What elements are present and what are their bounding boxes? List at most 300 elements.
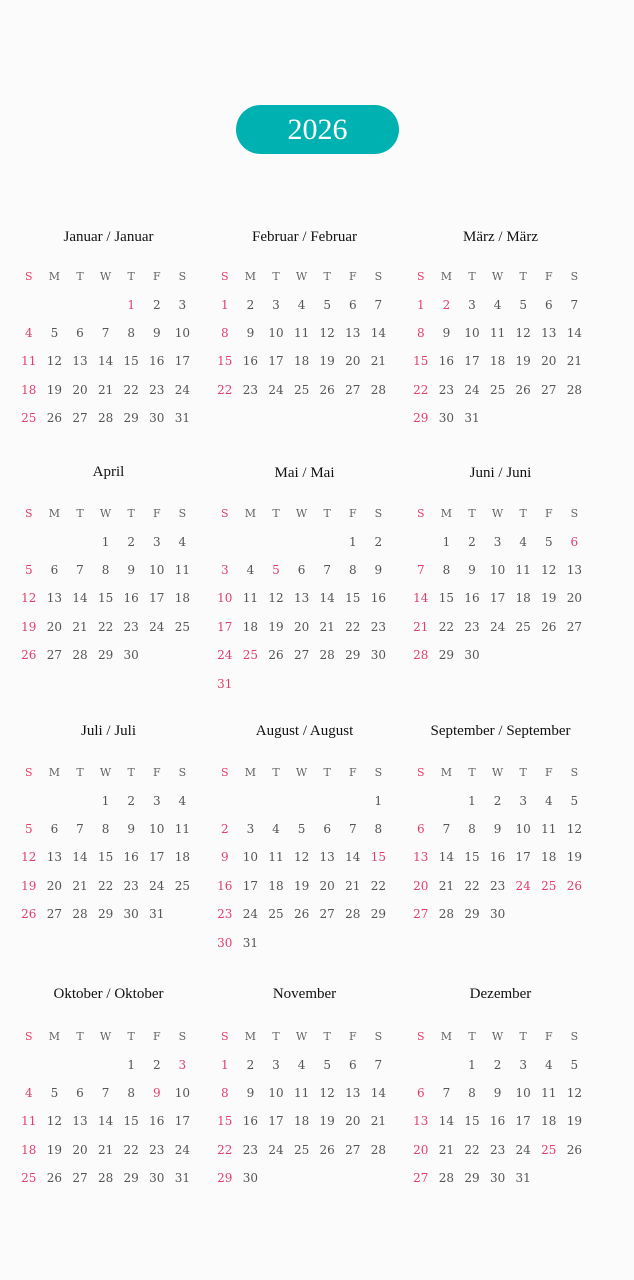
weekday-header: T bbox=[323, 269, 331, 283]
weekday-header: T bbox=[468, 506, 476, 520]
day-cell: 28 bbox=[566, 382, 582, 397]
weekday-header: T bbox=[76, 765, 84, 779]
day-cell: 10 bbox=[149, 562, 165, 577]
day-cell: 13 bbox=[293, 591, 310, 606]
empty-cell bbox=[67, 290, 93, 318]
day-cell: 9 bbox=[442, 325, 451, 340]
day-cell: 14 bbox=[97, 354, 114, 369]
day-cell: 24 bbox=[515, 1142, 531, 1157]
day-cell: 13 bbox=[72, 1114, 88, 1129]
day-cell: 16 bbox=[149, 354, 165, 369]
day-cell: 27 bbox=[566, 619, 582, 634]
day-cell: 7 bbox=[76, 562, 84, 577]
weekday-header: S bbox=[570, 269, 579, 283]
weekday-header: M bbox=[440, 1029, 453, 1043]
day-cell: 23 bbox=[489, 1142, 506, 1157]
weekday-header: W bbox=[295, 269, 308, 283]
day-cell: 21 bbox=[413, 619, 429, 634]
day-cell: 19 bbox=[319, 354, 335, 369]
empty-cell bbox=[314, 527, 340, 555]
day-cell: 7 bbox=[374, 1057, 383, 1072]
day-cell: 1 bbox=[348, 534, 357, 549]
day-cell: 1 bbox=[468, 1057, 476, 1072]
weekday-header: S bbox=[25, 765, 33, 779]
day-cell: 29 bbox=[97, 648, 114, 663]
day-cell: 1 bbox=[416, 297, 425, 312]
day-cell: 19 bbox=[515, 354, 531, 369]
weekday-header: T bbox=[272, 506, 280, 520]
day-cell: 2 bbox=[493, 793, 502, 808]
day-cell: 14 bbox=[72, 591, 88, 606]
day-cell: 26 bbox=[566, 878, 582, 893]
day-cell: 27 bbox=[72, 1171, 88, 1186]
day-cell: 21 bbox=[319, 619, 335, 634]
day-cell: 28 bbox=[438, 907, 455, 922]
weekday-header: S bbox=[178, 506, 187, 520]
day-cell: 1 bbox=[101, 793, 110, 808]
empty-cell bbox=[42, 1050, 68, 1078]
day-cell: 29 bbox=[123, 1171, 139, 1186]
weekday-header: F bbox=[152, 1029, 161, 1043]
day-cell: 12 bbox=[319, 1085, 335, 1100]
day-cell: 25 bbox=[489, 382, 506, 397]
day-cell: 6 bbox=[544, 297, 553, 312]
calendar-grid bbox=[16, 499, 195, 669]
day-cell: 18 bbox=[21, 1142, 37, 1157]
day-cell: 5 bbox=[297, 821, 306, 836]
day-cell: 16 bbox=[489, 1114, 506, 1129]
day-cell: 8 bbox=[468, 821, 476, 836]
day-cell: 27 bbox=[345, 1142, 361, 1157]
day-cell: 17 bbox=[268, 354, 284, 369]
day-cell: 13 bbox=[413, 1114, 429, 1129]
weekday-header: S bbox=[374, 765, 383, 779]
empty-cell bbox=[67, 786, 93, 814]
weekday-header: T bbox=[272, 1029, 280, 1043]
day-cell: 31 bbox=[174, 1171, 190, 1186]
day-cell: 26 bbox=[541, 619, 557, 634]
day-cell: 29 bbox=[370, 907, 386, 922]
day-cell: 2 bbox=[246, 297, 255, 312]
day-cell: 11 bbox=[21, 354, 37, 369]
day-cell: 6 bbox=[348, 1057, 357, 1072]
day-cell: 12 bbox=[541, 562, 557, 577]
day-cell: 9 bbox=[246, 1085, 255, 1100]
day-cell: 6 bbox=[348, 297, 357, 312]
calendar-grid bbox=[16, 1022, 195, 1192]
day-cell: 11 bbox=[268, 850, 284, 865]
day-cell: 4 bbox=[272, 821, 280, 836]
day-cell: 27 bbox=[345, 382, 361, 397]
day-cell: 1 bbox=[220, 1057, 229, 1072]
weekday-header: W bbox=[295, 1029, 308, 1043]
month-title: Mai / Mai bbox=[274, 465, 335, 481]
day-cell: 13 bbox=[345, 1085, 361, 1100]
weekday-header: M bbox=[244, 1029, 257, 1043]
day-cell: 15 bbox=[97, 850, 114, 865]
weekday-header: M bbox=[48, 269, 61, 283]
day-cell: 17 bbox=[149, 591, 165, 606]
day-cell: 23 bbox=[123, 878, 139, 893]
day-cell: 18 bbox=[21, 382, 37, 397]
weekday-header: T bbox=[272, 765, 280, 779]
day-cell: 30 bbox=[489, 1171, 506, 1186]
day-cell: 21 bbox=[72, 619, 88, 634]
empty-cell bbox=[42, 527, 68, 555]
day-cell: 17 bbox=[464, 354, 480, 369]
day-cell: 23 bbox=[464, 619, 480, 634]
day-cell: 29 bbox=[123, 411, 139, 426]
day-cell: 6 bbox=[76, 1085, 84, 1100]
calendar-grid bbox=[212, 499, 391, 698]
day-cell: 28 bbox=[97, 1171, 114, 1186]
day-cell: 31 bbox=[464, 411, 480, 426]
weekday-header: T bbox=[468, 765, 476, 779]
day-cell: 4 bbox=[544, 1057, 553, 1072]
day-cell: 17 bbox=[515, 1114, 531, 1129]
day-cell: 7 bbox=[442, 1085, 451, 1100]
weekday-header: S bbox=[570, 506, 579, 520]
day-cell: 14 bbox=[370, 325, 386, 340]
day-cell: 31 bbox=[515, 1171, 531, 1186]
day-cell: 19 bbox=[46, 382, 63, 397]
empty-cell bbox=[289, 786, 315, 814]
day-cell: 9 bbox=[493, 1085, 502, 1100]
day-cell: 12 bbox=[293, 850, 310, 865]
day-cell: 16 bbox=[123, 591, 139, 606]
day-cell: 6 bbox=[323, 821, 331, 836]
day-cell: 25 bbox=[541, 878, 557, 893]
day-cell: 21 bbox=[566, 354, 582, 369]
weekday-header: F bbox=[544, 269, 553, 283]
day-cell: 8 bbox=[348, 562, 357, 577]
day-cell: 15 bbox=[217, 1114, 233, 1129]
calendar-grid bbox=[408, 499, 587, 669]
month-title: Juni / Juni bbox=[469, 465, 532, 481]
day-cell: 1 bbox=[468, 793, 476, 808]
day-cell: 22 bbox=[97, 619, 114, 634]
month-title: April bbox=[92, 464, 125, 480]
weekday-header: T bbox=[127, 506, 135, 520]
day-cell: 22 bbox=[123, 1142, 139, 1157]
day-cell: 12 bbox=[268, 591, 284, 606]
day-cell: 26 bbox=[566, 1142, 582, 1157]
calendar-grid bbox=[16, 758, 195, 928]
day-cell: 21 bbox=[345, 878, 361, 893]
calendar-grid bbox=[408, 758, 587, 928]
day-cell: 25 bbox=[541, 1142, 557, 1157]
day-cell: 13 bbox=[413, 850, 429, 865]
empty-cell bbox=[16, 786, 42, 814]
day-cell: 20 bbox=[413, 878, 429, 893]
day-cell: 13 bbox=[72, 354, 88, 369]
day-cell: 9 bbox=[246, 325, 255, 340]
day-cell: 5 bbox=[323, 1057, 331, 1072]
day-cell: 23 bbox=[489, 878, 506, 893]
day-cell: 10 bbox=[217, 591, 233, 606]
day-cell: 15 bbox=[217, 354, 233, 369]
day-cell: 28 bbox=[413, 648, 429, 663]
weekday-header: T bbox=[323, 506, 331, 520]
day-cell: 18 bbox=[268, 878, 284, 893]
day-cell: 6 bbox=[50, 821, 59, 836]
day-cell: 15 bbox=[370, 850, 386, 865]
day-cell: 5 bbox=[570, 793, 579, 808]
day-cell: 8 bbox=[374, 821, 383, 836]
day-cell: 17 bbox=[174, 354, 190, 369]
day-cell: 29 bbox=[217, 1171, 233, 1186]
day-cell: 20 bbox=[541, 354, 557, 369]
weekday-header: W bbox=[99, 269, 112, 283]
day-cell: 2 bbox=[442, 297, 451, 312]
empty-cell bbox=[67, 527, 93, 555]
day-cell: 15 bbox=[413, 354, 429, 369]
day-cell: 12 bbox=[515, 325, 531, 340]
day-cell: 24 bbox=[489, 619, 506, 634]
month-title: März / März bbox=[463, 229, 538, 245]
day-cell: 19 bbox=[46, 1142, 63, 1157]
day-cell: 10 bbox=[515, 1085, 531, 1100]
weekday-header: T bbox=[76, 269, 84, 283]
day-cell: 25 bbox=[174, 878, 190, 893]
empty-cell bbox=[263, 527, 289, 555]
day-cell: 13 bbox=[46, 591, 63, 606]
day-cell: 26 bbox=[319, 382, 335, 397]
day-cell: 22 bbox=[345, 619, 361, 634]
day-cell: 27 bbox=[293, 648, 310, 663]
day-cell: 30 bbox=[123, 907, 139, 922]
empty-cell bbox=[408, 527, 434, 555]
day-cell: 9 bbox=[127, 562, 135, 577]
day-cell: 7 bbox=[570, 297, 579, 312]
day-cell: 30 bbox=[149, 411, 165, 426]
day-cell: 27 bbox=[413, 1171, 429, 1186]
day-cell: 17 bbox=[242, 878, 259, 893]
empty-cell bbox=[263, 786, 289, 814]
day-cell: 4 bbox=[178, 793, 187, 808]
day-cell: 17 bbox=[217, 619, 233, 634]
day-cell: 24 bbox=[268, 382, 284, 397]
weekday-header: T bbox=[272, 269, 280, 283]
day-cell: 5 bbox=[519, 297, 527, 312]
day-cell: 3 bbox=[272, 297, 280, 312]
day-cell: 26 bbox=[268, 648, 284, 663]
calendar-grid bbox=[408, 1022, 587, 1192]
day-cell: 6 bbox=[297, 562, 306, 577]
day-cell: 30 bbox=[489, 907, 506, 922]
day-cell: 11 bbox=[541, 821, 557, 836]
day-cell: 29 bbox=[438, 648, 455, 663]
day-cell: 2 bbox=[152, 297, 161, 312]
day-cell: 11 bbox=[515, 562, 531, 577]
empty-cell bbox=[289, 527, 315, 555]
day-cell: 22 bbox=[217, 1142, 233, 1157]
empty-cell bbox=[434, 786, 460, 814]
weekday-header: W bbox=[491, 765, 504, 779]
day-cell: 9 bbox=[220, 850, 229, 865]
weekday-header: T bbox=[76, 1029, 84, 1043]
weekday-header: F bbox=[544, 1029, 553, 1043]
day-cell: 25 bbox=[293, 382, 310, 397]
day-cell: 10 bbox=[174, 1085, 190, 1100]
weekday-header: F bbox=[348, 506, 357, 520]
day-cell: 11 bbox=[174, 821, 190, 836]
day-cell: 19 bbox=[21, 619, 37, 634]
day-cell: 11 bbox=[242, 591, 259, 606]
day-cell: 25 bbox=[268, 907, 284, 922]
weekday-header: W bbox=[491, 269, 504, 283]
day-cell: 6 bbox=[50, 562, 59, 577]
weekday-header: S bbox=[221, 269, 229, 283]
day-cell: 4 bbox=[246, 562, 255, 577]
day-cell: 27 bbox=[72, 411, 88, 426]
day-cell: 18 bbox=[541, 1114, 557, 1129]
day-cell: 14 bbox=[345, 850, 361, 865]
day-cell: 18 bbox=[293, 1114, 310, 1129]
day-cell: 31 bbox=[217, 676, 233, 691]
weekday-header: W bbox=[295, 765, 308, 779]
day-cell: 9 bbox=[468, 562, 476, 577]
calendar-grid bbox=[212, 262, 391, 404]
day-cell: 26 bbox=[293, 907, 310, 922]
weekday-header: W bbox=[99, 1029, 112, 1043]
weekday-header: F bbox=[348, 1029, 357, 1043]
day-cell: 2 bbox=[246, 1057, 255, 1072]
day-cell: 9 bbox=[374, 562, 383, 577]
day-cell: 21 bbox=[438, 878, 455, 893]
weekday-header: T bbox=[519, 765, 527, 779]
empty-cell bbox=[16, 1050, 42, 1078]
day-cell: 11 bbox=[293, 1085, 310, 1100]
weekday-header: S bbox=[178, 1029, 187, 1043]
day-cell: 26 bbox=[21, 907, 37, 922]
weekday-header: S bbox=[221, 1029, 229, 1043]
weekday-header: M bbox=[244, 269, 257, 283]
day-cell: 3 bbox=[519, 793, 527, 808]
weekday-header: T bbox=[323, 1029, 331, 1043]
day-cell: 29 bbox=[464, 907, 480, 922]
day-cell: 30 bbox=[123, 648, 139, 663]
month-title: November bbox=[272, 986, 337, 1002]
weekday-header: W bbox=[99, 765, 112, 779]
day-cell: 3 bbox=[493, 534, 502, 549]
day-cell: 8 bbox=[101, 562, 110, 577]
day-cell: 7 bbox=[348, 821, 357, 836]
day-cell: 10 bbox=[464, 325, 480, 340]
day-cell: 12 bbox=[46, 1114, 63, 1129]
day-cell: 25 bbox=[515, 619, 531, 634]
day-cell: 24 bbox=[515, 878, 531, 893]
day-cell: 11 bbox=[21, 1114, 37, 1129]
weekday-header: F bbox=[348, 765, 357, 779]
month-title: Oktober / Oktober bbox=[53, 986, 164, 1002]
day-cell: 12 bbox=[566, 1085, 582, 1100]
calendar-grid bbox=[212, 758, 391, 957]
day-cell: 17 bbox=[515, 850, 531, 865]
day-cell: 19 bbox=[293, 878, 310, 893]
day-cell: 24 bbox=[464, 382, 480, 397]
day-cell: 16 bbox=[370, 591, 386, 606]
day-cell: 17 bbox=[149, 850, 165, 865]
day-cell: 19 bbox=[21, 878, 37, 893]
day-cell: 29 bbox=[413, 411, 429, 426]
day-cell: 8 bbox=[416, 325, 425, 340]
day-cell: 8 bbox=[442, 562, 451, 577]
day-cell: 12 bbox=[21, 591, 37, 606]
weekday-header: S bbox=[417, 765, 425, 779]
day-cell: 13 bbox=[319, 850, 335, 865]
day-cell: 5 bbox=[272, 562, 280, 577]
day-cell: 4 bbox=[519, 534, 527, 549]
weekday-header: S bbox=[417, 269, 425, 283]
empty-cell bbox=[408, 1050, 434, 1078]
day-cell: 14 bbox=[370, 1085, 386, 1100]
day-cell: 4 bbox=[178, 534, 187, 549]
day-cell: 14 bbox=[413, 591, 429, 606]
day-cell: 26 bbox=[46, 1171, 63, 1186]
weekday-header: S bbox=[417, 506, 425, 520]
day-cell: 7 bbox=[416, 562, 425, 577]
weekday-header: S bbox=[25, 506, 33, 520]
weekday-header: M bbox=[48, 506, 61, 520]
day-cell: 1 bbox=[374, 793, 383, 808]
day-cell: 23 bbox=[242, 382, 259, 397]
weekday-header: S bbox=[178, 765, 187, 779]
day-cell: 25 bbox=[293, 1142, 310, 1157]
empty-cell bbox=[16, 527, 42, 555]
weekday-header: S bbox=[25, 1029, 33, 1043]
day-cell: 26 bbox=[21, 648, 37, 663]
day-cell: 20 bbox=[293, 619, 310, 634]
day-cell: 21 bbox=[370, 1114, 386, 1129]
weekday-header: W bbox=[491, 506, 504, 520]
weekday-header: M bbox=[48, 1029, 61, 1043]
empty-cell bbox=[238, 527, 264, 555]
day-cell: 17 bbox=[174, 1114, 190, 1129]
weekday-header: F bbox=[152, 506, 161, 520]
empty-cell bbox=[314, 786, 340, 814]
weekday-header: T bbox=[127, 1029, 135, 1043]
day-cell: 15 bbox=[464, 850, 480, 865]
empty-cell bbox=[212, 786, 238, 814]
day-cell: 31 bbox=[174, 411, 190, 426]
day-cell: 23 bbox=[438, 382, 455, 397]
weekday-header: S bbox=[25, 269, 33, 283]
day-cell: 6 bbox=[416, 821, 425, 836]
day-cell: 14 bbox=[566, 325, 582, 340]
empty-cell bbox=[93, 1050, 119, 1078]
day-cell: 28 bbox=[319, 648, 335, 663]
day-cell: 14 bbox=[319, 591, 335, 606]
day-cell: 27 bbox=[319, 907, 335, 922]
weekday-header: T bbox=[76, 506, 84, 520]
day-cell: 10 bbox=[149, 821, 165, 836]
weekday-header: S bbox=[221, 506, 229, 520]
weekday-header: S bbox=[570, 1029, 579, 1043]
day-cell: 28 bbox=[72, 648, 88, 663]
day-cell: 3 bbox=[178, 1057, 187, 1072]
day-cell: 4 bbox=[24, 1085, 33, 1100]
day-cell: 5 bbox=[50, 1085, 59, 1100]
day-cell: 22 bbox=[464, 878, 480, 893]
weekday-header: T bbox=[323, 765, 331, 779]
day-cell: 30 bbox=[149, 1171, 165, 1186]
day-cell: 30 bbox=[438, 411, 455, 426]
day-cell: 8 bbox=[220, 1085, 229, 1100]
weekday-header: F bbox=[544, 506, 553, 520]
day-cell: 10 bbox=[515, 821, 531, 836]
day-cell: 10 bbox=[174, 325, 190, 340]
